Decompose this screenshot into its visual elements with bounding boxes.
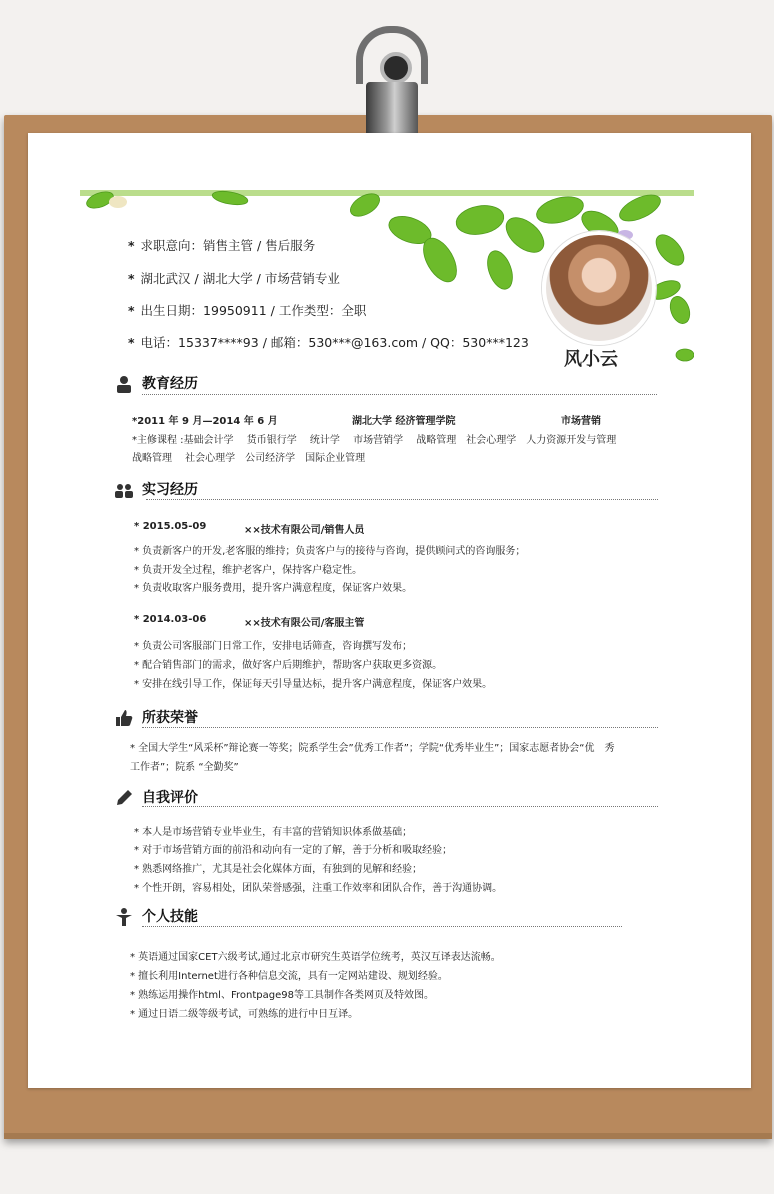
section-title: 实习经历: [142, 482, 198, 498]
self-item: * 个性开朗，容易相处，团队荣誉感强，注重工作效率和团队合作，善于沟通协调。: [134, 883, 503, 894]
person-icon: [114, 374, 134, 394]
job2-item: * 负责公司客服部门日常工作，安排电话筛查，咨询撰写发布；: [134, 641, 413, 652]
self-item: * 对于市场营销方面的前沿和动向有一定的了解，善于分析和吸取经验；: [134, 845, 453, 856]
divider: [142, 727, 658, 728]
job1-item: * 负责新客户的开发,老客服的维持；负责客户与的接待与咨询，提供顾问式的咨询服务；: [134, 546, 526, 557]
self-item: * 本人是市场营销专业毕业生，有丰富的营销知识体系做基础；: [134, 827, 413, 838]
job1-item: * 负责开发全过程，维护老客户，保持客户稳定性。: [134, 565, 363, 576]
section-title: 教育经历: [142, 376, 198, 392]
info-line-location: * 湖北武汉 / 湖北大学 / 市场营销专业: [128, 271, 340, 286]
section-title: 个人技能: [142, 909, 198, 925]
job2-item: * 配合销售部门的需求，做好客户后期维护，帮助客户获取更多资源。: [134, 660, 443, 671]
section-title: 所获荣誉: [142, 710, 198, 726]
divider: [146, 499, 658, 500]
info-line-job: * 求职意向：销售主管 / 售后服务: [128, 238, 316, 253]
edu-period: *2011 年 9 月—2014 年 6 月: [132, 416, 278, 427]
edu-courses-1: *主修课程 :基础会计学 货币银行学 统计学 市场营销学 战略管理 社会心理学 人力资源开发与管理: [132, 435, 617, 446]
skills-item: * 熟练运用操作html、Frontpage98等工具制作各类网页及特效图。: [130, 990, 434, 1001]
job1-company: ××技术有限公司/销售人员: [244, 525, 365, 536]
edu-school: 湖北大学 经济管理学院: [352, 416, 456, 427]
profile-photo: [542, 231, 656, 345]
skills-item: * 英语通过国家CET六级考试,通过北京市研究生英语学位统考，英汉互译表达流畅。: [130, 952, 501, 963]
self-item: * 熟悉网络推广，尤其是社会化媒体方面，有独到的见解和经验；: [134, 864, 423, 875]
divider: [142, 926, 622, 927]
clip-rivet: [380, 52, 412, 84]
info-line-contact: * 电话：15337****93 / 邮箱：530***@163.com / QQ：530***123: [128, 335, 529, 350]
job2-item: * 安排在线引导工作，保证每天引导量达标，提升客户满意程度，保证客户效果。: [134, 679, 493, 690]
job2-date: * 2014.03-06: [134, 614, 207, 625]
info-line-birthday: * 出生日期：19950911 / 工作类型：全职: [128, 303, 367, 318]
awards-line: 工作者”；院系 “全勤奖”: [130, 762, 239, 773]
job1-item: * 负责收取客户服务费用，提升客户满意程度，保证客户效果。: [134, 583, 413, 594]
people-icon: [114, 480, 134, 500]
divider: [142, 806, 658, 807]
section-title: 自我评价: [142, 790, 198, 806]
profile-name: 风小云: [564, 349, 618, 370]
job2-company: ××技术有限公司/客服主管: [244, 618, 365, 629]
awards-line: * 全国大学生“风采杯”辩论赛一等奖；院系学生会”优秀工作者”；学院“优秀毕业生”；国家志愿者协会“优 秀: [130, 743, 615, 754]
pen-icon: [114, 788, 134, 808]
person-star-icon: [114, 907, 134, 927]
skills-item: * 通过日语二级等级考试，可熟练的进行中日互译。: [130, 1009, 359, 1020]
skills-item: * 擅长利用Internet进行各种信息交流，具有一定网站建设、规划经验。: [130, 971, 448, 982]
thumbs-up-icon: [114, 708, 134, 728]
divider: [142, 394, 657, 395]
job1-date: * 2015.05-09: [134, 521, 207, 532]
edu-courses-2: 战略管理 社会心理学 公司经济学 国际企业管理: [132, 453, 366, 464]
edu-major: 市场营销: [561, 416, 601, 427]
